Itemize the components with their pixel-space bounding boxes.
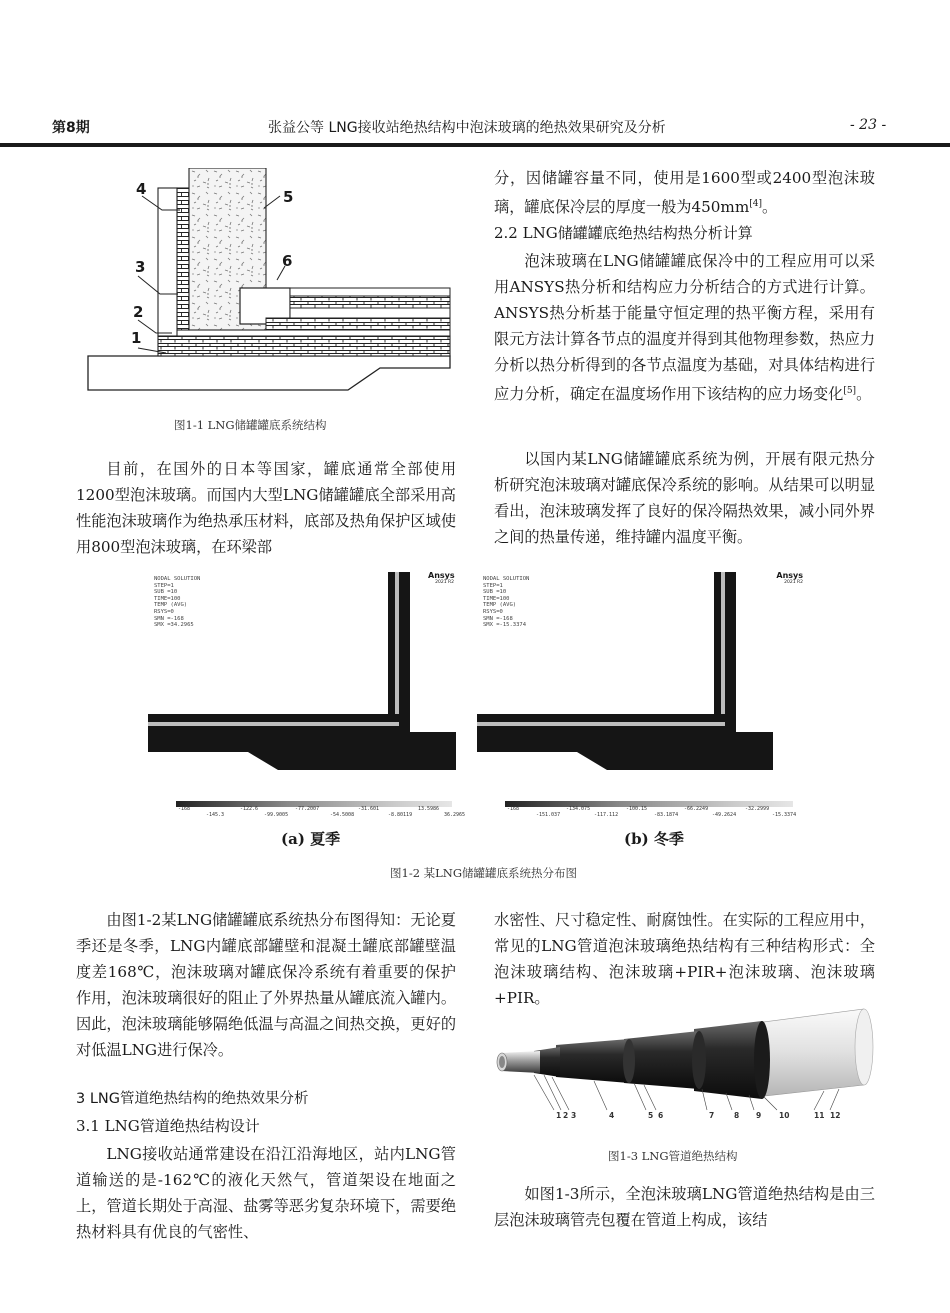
ansys-logo-summer: [428, 572, 454, 585]
winter-tick: -15.3374: [772, 812, 797, 818]
ansys-version: 2021 R2: [784, 580, 803, 585]
label-4: 4: [136, 180, 147, 198]
pipe-label: 4: [609, 1111, 615, 1120]
summer-info-line: SMX =34.2965: [154, 622, 194, 629]
winter-tick: -49.2624: [712, 812, 737, 818]
winter-info-line: SMN =-168: [483, 615, 513, 622]
pipe-label: 6: [658, 1111, 664, 1120]
summer-tick: 13.5986: [418, 806, 440, 812]
right-paragraph-2-end: 。: [856, 385, 872, 404]
winter-tick: -32.2999: [745, 806, 770, 812]
pipe-label-row: [548, 1111, 848, 1123]
pipe-label: 7: [709, 1111, 715, 1120]
pipe-label: 10: [779, 1111, 790, 1120]
label-1: 1: [131, 329, 142, 347]
section-3-1-heading: 3.1 LNG管道绝热结构设计: [76, 1117, 260, 1135]
ansys-logo-winter: [775, 572, 803, 585]
winter-info-line: STEP=1: [483, 582, 503, 589]
summer-tick: -168: [178, 806, 191, 812]
right-paragraph-2-text: 泡沫玻璃在LNG储罐罐底保冷中的工程应用可以采用ANSYS热分析和结构应力分析结合的方式进行计算。ANSYS热分析基于能量守恒定理的热平衡方程，采用有限元方法计算各节点的温度并得到其他物理参数，热应力分析以热分析得到的各节点温度为基础，对具体结构进行应力分析，确定在温度场作用下该结构的应力场变化: [494, 252, 875, 404]
summer-info-line: SUB =10: [154, 589, 178, 596]
figure3-caption: 图1-3 LNG管道绝热结构: [608, 1149, 738, 1163]
pipe-label: 9: [756, 1111, 762, 1120]
summer-tick: -31.601: [358, 806, 380, 812]
pipe-label: 5: [648, 1111, 654, 1120]
pipe-label: 1: [556, 1111, 562, 1120]
winter-info-line: SUB =10: [483, 589, 507, 596]
winter-info-line: TIME=100: [483, 595, 510, 602]
winter-tick: -134.075: [566, 806, 591, 812]
label-3: 3: [135, 258, 146, 276]
summer-tick: -99.9005: [264, 812, 289, 818]
label-6: 6: [282, 252, 293, 270]
citation-5: [5]: [843, 386, 857, 396]
ansys-brand: Ansys: [428, 572, 455, 580]
left-paragraph-3: LNG接收站通常建设在沿江沿海地区，站内LNG管道输送的是-162℃的液化天然气，管道架设在地面之上，管道长期处于高湿、盐雾等恶劣复杂环境下，需要绝热材料具有优良的气密性、: [76, 1145, 456, 1241]
sublabel-winter: (b) 冬季: [624, 830, 684, 848]
summer-tick: -8.80119: [388, 812, 413, 818]
page-number: - 23 -: [850, 117, 887, 133]
right-paragraph-continued-text: 分，因储罐容量不同，使用是1600型或2400型泡沫玻璃，罐底保冷层的厚度一般为450mm: [494, 169, 875, 217]
right-paragraph-4: 水密性、尺寸稳定性、耐腐蚀性。在实际的工程应用中，常见的LNG管道泡沫玻璃绝热结构有三种结构形式：全泡沫玻璃结构、泡沫玻璃+PIR+泡沫玻璃、泡沫玻璃+PIR。: [494, 911, 875, 1007]
summer-tick: -54.5008: [330, 812, 355, 818]
lng-pipe-insulation-diagram: [494, 1005, 880, 1120]
header-rule: [0, 143, 950, 147]
summer-info-block: [154, 576, 200, 629]
pipe-label: 8: [734, 1111, 740, 1120]
right-paragraph-5: 如图1-3所示，全泡沫玻璃LNG管道绝热结构是由三层泡沫玻璃管壳包覆在管道上构成，该结: [494, 1185, 875, 1229]
citation-4: [4]: [749, 199, 762, 209]
left-paragraph-1: 目前，在国外的日本等国家，罐底通常全部使用1200型泡沫玻璃。而国内大型LNG储罐罐底全部采用高性能泡沫玻璃作为绝热承压材料，底部及热角保护区域使用800型泡沫玻璃，在环梁部: [76, 460, 456, 556]
sublabel-summer: (a) 夏季: [281, 830, 341, 848]
pipe-label: 11: [814, 1111, 825, 1120]
summer-tick: 36.2965: [444, 812, 466, 818]
winter-tick: -83.1874: [654, 812, 679, 818]
right-paragraph-continued-end: 。: [761, 198, 778, 217]
pipe-label: 2: [563, 1111, 569, 1120]
winter-tick: -100.15: [626, 806, 648, 812]
summer-info-line: TIME=100: [154, 595, 181, 602]
winter-tick: -151.037: [536, 812, 561, 818]
right-paragraph-continued: [494, 165, 875, 220]
pipe-label: 12: [830, 1111, 841, 1120]
tank-bottom-structure-diagram: [80, 168, 460, 408]
thermal-plot-winter: [477, 572, 807, 770]
summer-info-line: NODAL SOLUTION: [154, 576, 201, 582]
winter-tick: -66.2249: [684, 806, 709, 812]
winter-info-line: TEMP (AVG): [483, 602, 517, 609]
summer-tick: -77.2007: [295, 806, 320, 812]
winter-info-line: NODAL SOLUTION: [483, 576, 530, 582]
summer-tick: -145.3: [206, 812, 225, 818]
right-paragraph-3: 以国内某LNG储罐罐底系统为例，开展有限元热分析研究泡沫玻璃对罐底保冷系统的影响。从结果可以明显看出，泡沫玻璃发挥了良好的保冷隔热效果，减小同外界之间的热量传递，维持罐内温度平衡。: [494, 450, 875, 546]
pipe-label: 3: [571, 1111, 577, 1120]
ansys-brand: Ansys: [776, 572, 803, 580]
ansys-version: 2021 R2: [435, 580, 454, 585]
section-2-2-heading: 2.2 LNG储罐罐底绝热结构热分析计算: [494, 224, 753, 242]
section-3-heading: 3 LNG管道绝热结构的绝热效果分析: [76, 1091, 309, 1107]
summer-tick: -122.6: [240, 806, 259, 812]
winter-info-line: SMX =-15.3374: [483, 622, 527, 629]
label-5: 5: [283, 188, 294, 206]
summer-info-line: TEMP (AVG): [154, 602, 188, 609]
winter-info-block: [483, 576, 529, 629]
running-title: 张益公等 LNG接收站绝热结构中泡沫玻璃的绝热效果研究及分析: [268, 120, 666, 136]
summer-info-line: STEP=1: [154, 582, 174, 589]
issue-number: 第8期: [52, 120, 90, 136]
right-paragraph-2: [494, 248, 875, 407]
winter-tick: -117.112: [594, 812, 619, 818]
left-paragraph-2: 由图1-2某LNG储罐罐底系统热分布图得知：无论夏季还是冬季，LNG内罐底部罐壁和混凝土罐底部罐壁温度差168℃，泡沫玻璃对罐底保冷系统有着重要的保护作用，泡沫玻璃很好的阻止了外界热量从罐底流入罐内。因此，泡沫玻璃能够隔绝低温与高温之间热交换，更好的对低温LNG进行保冷。: [76, 911, 456, 1059]
summer-info-line: SMN =-168: [154, 615, 184, 622]
thermal-plot-summer: [148, 572, 456, 770]
label-2: 2: [133, 303, 144, 321]
summer-info-line: RSYS=0: [154, 608, 174, 615]
figure1-caption: 图1-1 LNG储罐罐底系统结构: [174, 418, 327, 432]
figure2-caption: 图1-2 某LNG储罐罐底系统热分布图: [390, 866, 578, 880]
winter-tick: -168: [507, 806, 520, 812]
winter-info-line: RSYS=0: [483, 608, 503, 615]
